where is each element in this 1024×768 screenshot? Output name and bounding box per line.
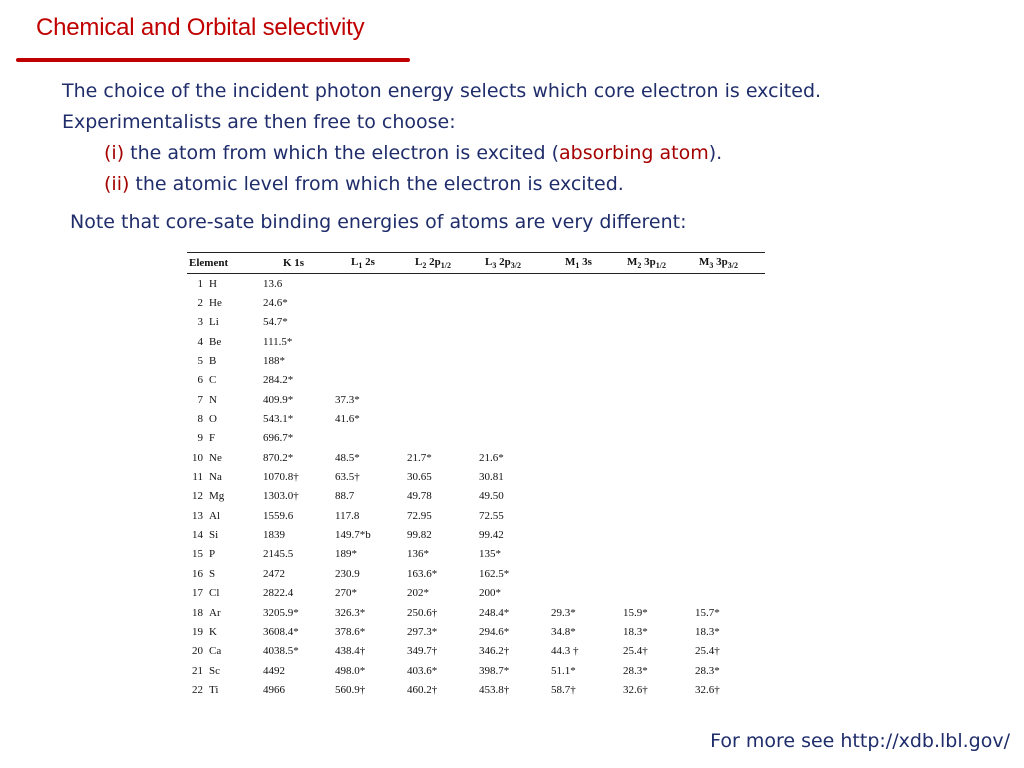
l1-value [333,332,405,351]
element-symbol: Ne [209,451,222,464]
m1-value [549,506,621,525]
table-row [187,603,765,622]
element-symbol: Si [209,529,219,542]
m3-value [693,313,765,332]
table-row [187,371,765,390]
m3-value [693,564,765,583]
table-row [187,487,765,506]
l2-value: 21.7* [407,451,432,464]
m1-value [549,564,621,583]
l2-value: 297.3* [407,625,438,638]
l3-value [477,332,549,351]
l1-value: 189* [335,548,357,561]
l2-value: 460.2† [407,683,438,696]
l1-value: 48.5* [335,451,360,464]
m2-value [621,313,693,332]
l2-value [405,409,477,428]
m2-value [621,274,693,294]
k1s-value: 13.6 [263,277,283,290]
choice-item-1-text: the atom from which the electron is excited ( [124,142,560,164]
k1s-value: 1070.8† [263,471,299,484]
k1s-value: 24.6* [263,297,288,310]
m1-value [549,467,621,486]
l1-value [333,351,405,370]
table-row [187,584,765,603]
l1-value: 149.7*b [335,529,371,542]
m3-value [693,467,765,486]
m3-value [693,545,765,564]
m2-value: 32.6† [623,683,648,696]
l3-value [477,313,549,332]
m2-value [621,584,693,603]
element-symbol: Ti [209,683,219,696]
l1-value: 63.5† [335,471,360,484]
l3-value [477,351,549,370]
m2-value [621,390,693,409]
m2-value [621,487,693,506]
table-row [187,622,765,641]
l3-value: 21.6* [479,451,504,464]
table-row [187,332,765,351]
choice-item-2-marker: (ii) [104,173,130,195]
intro-line-1: The choice of the incident photon energy selects which core electron is excited. [62,80,822,102]
table-row [187,409,765,428]
m1-value [549,584,621,603]
l3-value: 162.5* [479,567,510,580]
table-row [187,564,765,583]
m3-value [693,448,765,467]
m3-value [693,525,765,544]
l3-value: 99.42 [479,529,504,542]
atomic-number: 18 [192,606,203,619]
l2-value [405,274,477,294]
k1s-value: 54.7* [263,316,288,329]
m3-value [693,371,765,390]
l2-value: 349.7† [407,645,438,658]
l3-value [477,409,549,428]
table-row [187,467,765,486]
l2-value [405,390,477,409]
l3-value: 453.8† [479,683,510,696]
m2-value [621,545,693,564]
l1-value [333,293,405,312]
atomic-number: 14 [192,529,203,542]
binding-energy-table-container [187,252,765,700]
l1-value: 378.6* [335,625,366,638]
element-symbol: Li [209,316,219,329]
l1-value: 438.4† [335,645,366,658]
l3-value [477,274,549,294]
l2-value: 49.78 [407,490,432,503]
k1s-value: 3608.4* [263,625,299,638]
header-l3-2p32: $L_3$ $2p_{3/2}$ [477,253,549,274]
atomic-number: 2 [197,297,203,310]
m2-value: 15.9* [623,606,648,619]
element-symbol: K [209,625,217,638]
m3-value: 25.4† [695,645,720,658]
table-row [187,545,765,564]
header-m2-3p12: $M_2$ $3p_{1/2}$ [621,253,693,274]
m3-value: 32.6† [695,683,720,696]
atomic-number: 19 [192,625,203,638]
element-symbol: S [209,567,216,580]
k1s-value: 284.2* [263,374,294,387]
l2-value [405,371,477,390]
k1s-value: 4492 [263,664,285,677]
m2-value [621,293,693,312]
atomic-number: 15 [192,548,203,561]
m3-value: 18.3* [695,625,720,638]
m3-value [693,351,765,370]
k1s-value: 1559.6 [263,509,294,522]
atomic-number: 6 [197,374,203,387]
element-symbol: H [209,277,217,290]
element-symbol: He [209,297,222,310]
m2-value [621,564,693,583]
table-row [187,351,765,370]
m2-value [621,429,693,448]
table-row [187,525,765,544]
m1-value: 29.3* [551,606,576,619]
l3-value: 398.7* [479,664,510,677]
l2-value [405,351,477,370]
header-element: Element [187,253,261,274]
table-header-row [187,253,765,274]
l3-value: 294.6* [479,625,510,638]
k1s-value: 870.2* [263,451,294,464]
l1-value [333,371,405,390]
m1-value: 58.7† [551,683,576,696]
table-row [187,429,765,448]
atomic-number: 12 [192,490,203,503]
k1s-value: 1839 [263,529,285,542]
choice-item-1 [62,138,821,169]
m1-value [549,545,621,564]
l2-value [405,332,477,351]
m2-value [621,371,693,390]
l1-value: 117.8 [335,509,360,522]
l1-value: 270* [335,587,357,600]
table-body [187,274,765,700]
l3-value [477,390,549,409]
m3-value [693,506,765,525]
header-k1s: K 1s [261,253,333,274]
l1-value: 88.7 [335,490,355,503]
element-symbol: N [209,393,217,406]
atomic-number: 11 [192,471,203,484]
table-row [187,680,765,699]
footer-reference-link[interactable]: For more see http://xdb.lbl.gov/ [710,730,1010,752]
atomic-number: 16 [192,567,203,580]
l3-value [477,429,549,448]
m1-value [549,448,621,467]
m2-value [621,448,693,467]
element-symbol: O [209,413,217,426]
l2-value: 250.6† [407,606,438,619]
m2-value: 18.3* [623,625,648,638]
k1s-value: 111.5* [263,335,293,348]
l1-value [333,313,405,332]
atomic-number: 20 [192,645,203,658]
element-symbol: C [209,374,217,387]
m2-value [621,506,693,525]
m1-value [549,409,621,428]
table-row [187,274,765,294]
header-l2-2p12: $L_2$ $2p_{1/2}$ [405,253,477,274]
choice-item-2 [62,169,821,200]
k1s-value: 2472 [263,567,285,580]
m1-value: 34.8* [551,625,576,638]
element-symbol: Sc [209,664,220,677]
k1s-value: 4966 [263,683,285,696]
m3-value: 28.3* [695,664,720,677]
l1-value [333,274,405,294]
k1s-value: 4038.5* [263,645,299,658]
atomic-number: 10 [192,451,203,464]
table-row [187,506,765,525]
l2-value [405,429,477,448]
element-symbol: Cl [209,587,220,600]
m2-value: 28.3* [623,664,648,677]
atomic-number: 21 [192,664,203,677]
m1-value [549,293,621,312]
l3-value: 346.2† [479,645,510,658]
m1-value: 51.1* [551,664,576,677]
k1s-value: 3205.9* [263,606,299,619]
l2-value: 202* [407,587,429,600]
header-m1-3s: $M_1$ 3s [549,253,621,274]
m3-value [693,409,765,428]
m2-value [621,525,693,544]
m3-value [693,390,765,409]
m1-value [549,390,621,409]
l3-value: 49.50 [479,490,504,503]
l2-value [405,293,477,312]
k1s-value: 2145.5 [263,548,294,561]
m1-value [549,429,621,448]
k1s-value: 1303.0† [263,490,299,503]
m2-value [621,332,693,351]
binding-energy-table [187,252,765,700]
m3-value [693,487,765,506]
m1-value [549,274,621,294]
l1-value: 41.6* [335,413,360,426]
choice-item-1-end: ). [708,142,723,164]
k1s-value: 696.7* [263,432,294,445]
title-underline [16,58,410,62]
l1-value: 498.0* [335,664,366,677]
element-symbol: Ar [209,606,221,619]
m3-value [693,584,765,603]
l1-value [333,429,405,448]
atomic-number: 13 [192,509,203,522]
l1-value: 230.9 [335,567,360,580]
table-row [187,390,765,409]
table-row [187,661,765,680]
m1-value [549,371,621,390]
table-row [187,293,765,312]
element-symbol: Al [209,509,220,522]
m3-value: 15.7* [695,606,720,619]
l3-value: 135* [479,548,501,561]
l2-value: 30.65 [407,471,432,484]
l1-value: 37.3* [335,393,360,406]
m2-value [621,351,693,370]
k1s-value: 2822.4 [263,587,294,600]
element-symbol: Mg [209,490,225,503]
atomic-number: 3 [197,316,203,329]
atomic-number: 5 [197,355,203,368]
l1-value: 560.9† [335,683,366,696]
binding-energy-note: Note that core-sate binding energies of atoms are very different: [70,211,687,233]
l1-value: 326.3* [335,606,366,619]
element-symbol: Ca [209,645,222,658]
l2-value: 163.6* [407,567,438,580]
m3-value [693,429,765,448]
l3-value: 30.81 [479,471,504,484]
l3-value: 72.55 [479,509,504,522]
k1s-value: 409.9* [263,393,294,406]
m1-value [549,351,621,370]
table-row [187,313,765,332]
m2-value: 25.4† [623,645,648,658]
header-l1-2s: $L_1$ 2s [333,253,405,274]
m1-value [549,487,621,506]
m3-value [693,274,765,294]
choice-item-1-marker: (i) [104,142,125,164]
k1s-value: 188* [263,355,285,368]
l3-value: 248.4* [479,606,510,619]
table-row [187,642,765,661]
k1s-value: 543.1* [263,413,294,426]
absorbing-atom-highlight: absorbing atom [559,142,709,164]
atomic-number: 22 [192,683,203,696]
l2-value: 403.6* [407,664,438,677]
l3-value [477,293,549,312]
intro-line-2: Experimentalists are then free to choose: [62,111,456,133]
l2-value: 99.82 [407,529,432,542]
l3-value [477,371,549,390]
m1-value: 44.3 † [551,645,579,658]
m2-value [621,409,693,428]
intro-text [62,76,821,200]
element-symbol: Be [209,335,222,348]
atomic-number: 7 [197,393,203,406]
l3-value: 200* [479,587,501,600]
l2-value [405,313,477,332]
table-row [187,448,765,467]
m3-value [693,293,765,312]
l2-value: 72.95 [407,509,432,522]
atomic-number: 1 [197,277,203,290]
atomic-number: 17 [192,587,203,600]
element-symbol: P [209,548,216,561]
header-m3-3p32: $M_3$ $3p_{3/2}$ [693,253,765,274]
l2-value: 136* [407,548,429,561]
element-symbol: F [209,432,216,445]
m3-value [693,332,765,351]
m1-value [549,332,621,351]
m1-value [549,525,621,544]
m2-value [621,467,693,486]
slide-title: Chemical and Orbital selectivity [36,14,365,41]
atomic-number: 4 [197,335,203,348]
atomic-number: 9 [197,432,203,445]
element-symbol: B [209,355,217,368]
choice-item-2-text: the atomic level from which the electron is excited. [129,173,624,195]
element-symbol: Na [209,471,222,484]
atomic-number: 8 [197,413,203,426]
m1-value [549,313,621,332]
